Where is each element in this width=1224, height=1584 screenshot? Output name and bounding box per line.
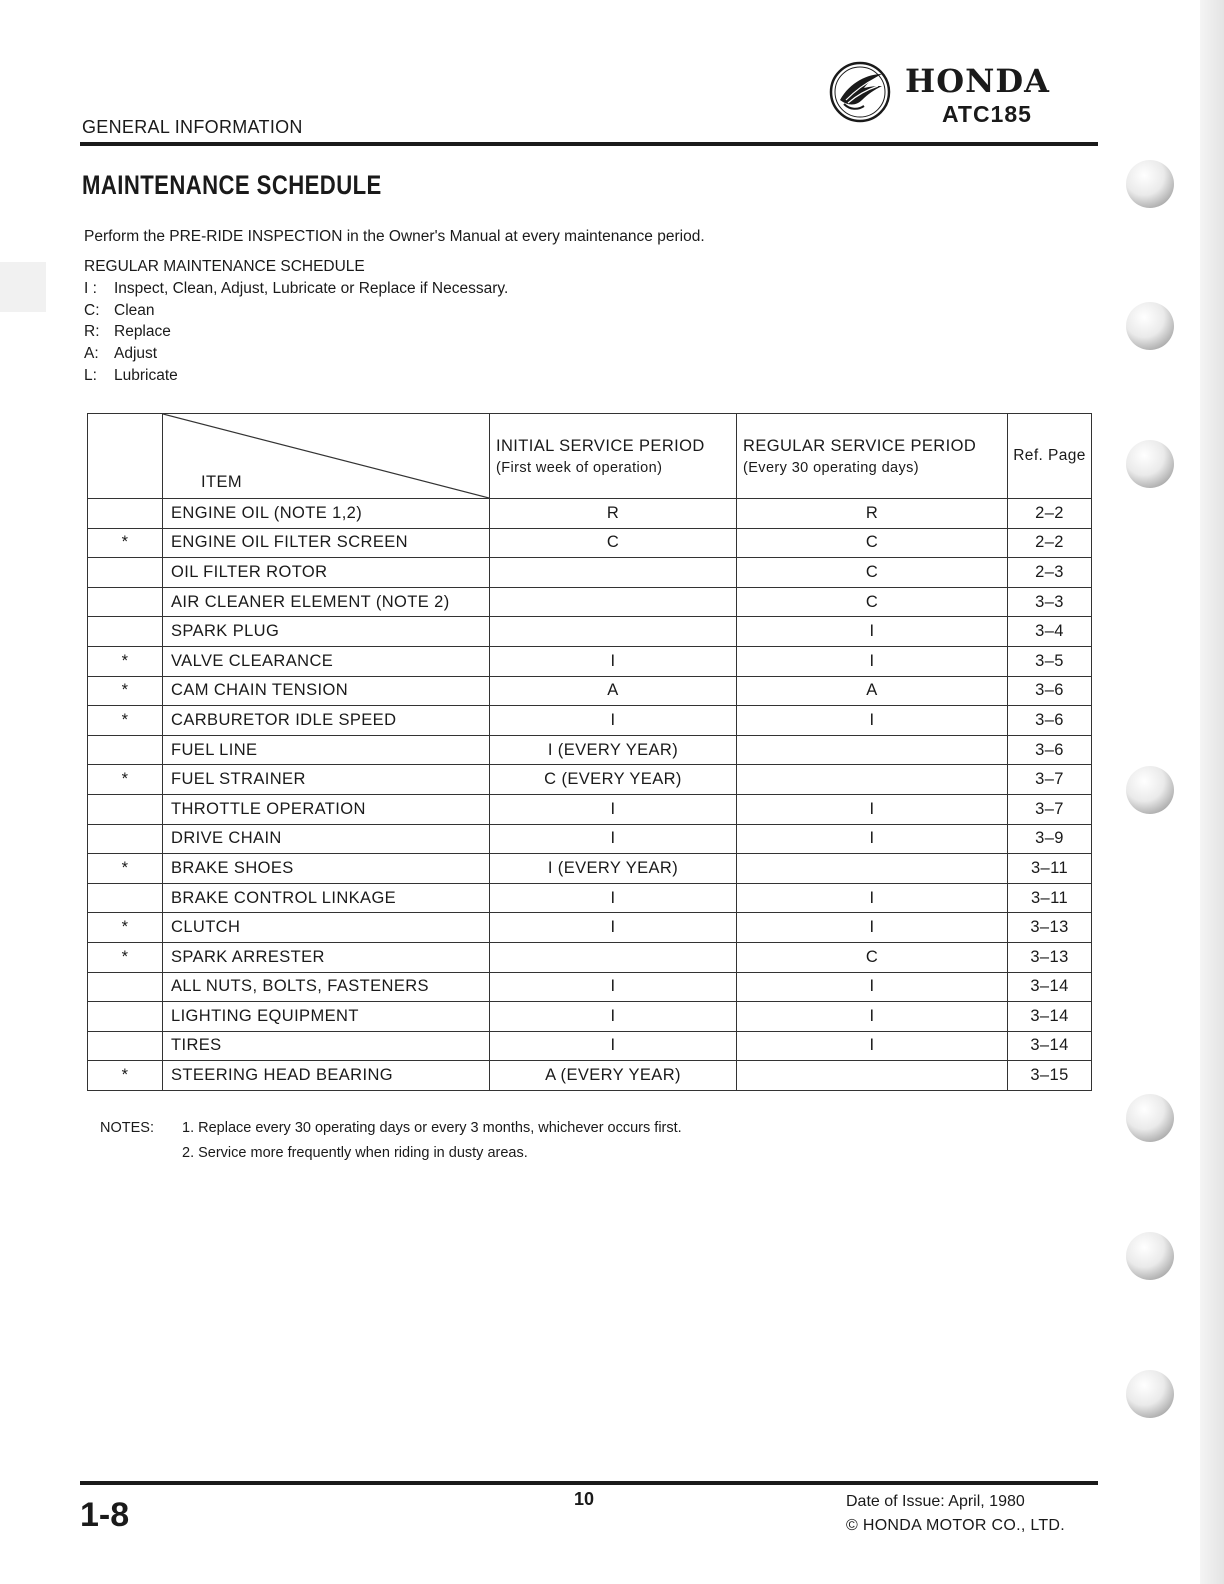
table-row: [88, 854, 1092, 884]
row-mark-cell: *: [88, 913, 163, 943]
legend-item: R: Replace: [84, 323, 171, 341]
row-initial-cell: R: [490, 499, 737, 529]
maintenance-table: [87, 413, 1092, 1091]
row-mark-cell: [88, 1031, 163, 1061]
row-regular-cell: A: [737, 676, 1008, 706]
row-initial-cell: I: [490, 913, 737, 943]
row-initial-cell: I: [490, 824, 737, 854]
row-regular-cell: I: [737, 1002, 1008, 1032]
row-mark-cell: [88, 972, 163, 1002]
row-regular-cell: C: [737, 528, 1008, 558]
page-edge: [1200, 0, 1224, 1584]
row-initial-cell: I: [490, 706, 737, 736]
row-initial-cell: A: [490, 676, 737, 706]
row-mark-cell: [88, 617, 163, 647]
legend-item: A: Adjust: [84, 345, 158, 363]
binder-hole: [1126, 302, 1174, 350]
page-title: MAINTENANCE SCHEDULE: [82, 170, 382, 200]
row-item-cell: BRAKE SHOES: [163, 854, 490, 884]
header-ref: Ref. Page: [1008, 414, 1092, 499]
row-mark-cell: [88, 558, 163, 588]
table-row: [88, 617, 1092, 647]
row-item-cell: STEERING HEAD BEARING: [163, 1061, 490, 1091]
model-name: ATC185: [942, 101, 1032, 127]
binder-hole: [1126, 1232, 1174, 1280]
row-ref-cell: 2–2: [1008, 499, 1092, 529]
row-mark-cell: *: [88, 646, 163, 676]
table-body: [88, 499, 1092, 1091]
row-mark-cell: [88, 824, 163, 854]
row-ref-cell: 3–4: [1008, 617, 1092, 647]
honda-wing-logo-icon: [828, 60, 892, 124]
row-regular-cell: I: [737, 646, 1008, 676]
brand-name: HONDA: [905, 62, 1050, 100]
row-ref-cell: 3–13: [1008, 942, 1092, 972]
table-row: [88, 972, 1092, 1002]
issue-date: Date of Issue: April, 1980: [846, 1493, 1025, 1510]
row-ref-cell: 3–6: [1008, 676, 1092, 706]
row-mark-cell: [88, 587, 163, 617]
row-mark-cell: *: [88, 676, 163, 706]
row-ref-cell: 3–14: [1008, 1031, 1092, 1061]
note-item: 1. Replace every 30 operating days or every 3 months, whichever occurs first.: [182, 1120, 682, 1136]
row-initial-cell: C (EVERY YEAR): [490, 765, 737, 795]
scan-shadow: [0, 262, 46, 312]
row-initial-cell: [490, 617, 737, 647]
row-regular-cell: C: [737, 587, 1008, 617]
row-regular-cell: I: [737, 617, 1008, 647]
legend-item: I : Inspect, Clean, Adjust, Lubricate or Replace if Necessary.: [84, 279, 509, 297]
row-ref-cell: 3–7: [1008, 794, 1092, 824]
table-row: [88, 942, 1092, 972]
row-item-cell: SPARK PLUG: [163, 617, 490, 647]
row-initial-cell: [490, 587, 737, 617]
row-item-cell: OIL FILTER ROTOR: [163, 558, 490, 588]
table-row: [88, 528, 1092, 558]
row-ref-cell: 3–14: [1008, 1002, 1092, 1032]
row-regular-cell: I: [737, 972, 1008, 1002]
row-ref-cell: 3–11: [1008, 883, 1092, 913]
row-initial-cell: I: [490, 1002, 737, 1032]
row-item-cell: CARBURETOR IDLE SPEED: [163, 706, 490, 736]
row-ref-cell: 2–3: [1008, 558, 1092, 588]
row-regular-cell: [737, 735, 1008, 765]
row-initial-cell: [490, 942, 737, 972]
row-mark-cell: *: [88, 1061, 163, 1091]
row-item-cell: AIR CLEANER ELEMENT (NOTE 2): [163, 587, 490, 617]
header-regular: REGULAR SERVICE PERIOD (Every 30 operating days): [737, 414, 1008, 499]
row-ref-cell: 3–9: [1008, 824, 1092, 854]
row-regular-cell: I: [737, 794, 1008, 824]
copyright: © HONDA MOTOR CO., LTD.: [846, 1517, 1066, 1534]
row-mark-cell: [88, 499, 163, 529]
binder-hole: [1126, 766, 1174, 814]
row-regular-cell: I: [737, 1031, 1008, 1061]
table-row: [88, 794, 1092, 824]
row-initial-cell: [490, 558, 737, 588]
row-initial-cell: I: [490, 883, 737, 913]
row-regular-cell: R: [737, 499, 1008, 529]
page-number: 10: [574, 1489, 595, 1509]
row-item-cell: ALL NUTS, BOLTS, FASTENERS: [163, 972, 490, 1002]
row-regular-cell: C: [737, 558, 1008, 588]
table-row: [88, 499, 1092, 529]
row-regular-cell: C: [737, 942, 1008, 972]
row-ref-cell: 3–3: [1008, 587, 1092, 617]
table-row: [88, 1002, 1092, 1032]
row-item-cell: DRIVE CHAIN: [163, 824, 490, 854]
legend: [84, 256, 508, 387]
row-item-cell: VALVE CLEARANCE: [163, 646, 490, 676]
row-ref-cell: 3–6: [1008, 706, 1092, 736]
row-ref-cell: 3–5: [1008, 646, 1092, 676]
header-mark-cell: [88, 414, 163, 499]
row-initial-cell: I: [490, 646, 737, 676]
binder-hole: [1126, 440, 1174, 488]
row-mark-cell: *: [88, 528, 163, 558]
binder-hole: [1126, 1094, 1174, 1142]
table-row: [88, 824, 1092, 854]
row-ref-cell: 3–13: [1008, 913, 1092, 943]
header-divider: [80, 142, 1098, 146]
row-mark-cell: [88, 794, 163, 824]
row-item-cell: ENGINE OIL (NOTE 1,2): [163, 499, 490, 529]
header-initial: INITIAL SERVICE PERIOD (First week of operation): [490, 414, 737, 499]
table-row: [88, 587, 1092, 617]
row-item-cell: FUEL STRAINER: [163, 765, 490, 795]
row-regular-cell: [737, 1061, 1008, 1091]
row-item-cell: ENGINE OIL FILTER SCREEN: [163, 528, 490, 558]
row-regular-cell: [737, 765, 1008, 795]
row-mark-cell: *: [88, 765, 163, 795]
table-row: [88, 1031, 1092, 1061]
table-row: [88, 558, 1092, 588]
row-ref-cell: 3–11: [1008, 854, 1092, 884]
row-regular-cell: I: [737, 913, 1008, 943]
legend-item: C: Clean: [84, 301, 155, 319]
table-row: [88, 735, 1092, 765]
row-mark-cell: [88, 883, 163, 913]
row-initial-cell: I (EVERY YEAR): [490, 735, 737, 765]
table-row: [88, 883, 1092, 913]
row-regular-cell: I: [737, 706, 1008, 736]
row-initial-cell: C: [490, 528, 737, 558]
row-mark-cell: *: [88, 942, 163, 972]
table-row: [88, 646, 1092, 676]
table-row: [88, 1061, 1092, 1091]
table-row: [88, 913, 1092, 943]
note-item: 2. Service more frequently when riding in dusty areas.: [182, 1145, 528, 1161]
binder-hole: [1126, 160, 1174, 208]
row-ref-cell: 3–6: [1008, 735, 1092, 765]
section-page-id: 1-8: [80, 1496, 130, 1534]
row-item-cell: SPARK ARRESTER: [163, 942, 490, 972]
row-ref-cell: 2–2: [1008, 528, 1092, 558]
row-mark-cell: [88, 735, 163, 765]
row-ref-cell: 3–15: [1008, 1061, 1092, 1091]
row-ref-cell: 3–7: [1008, 765, 1092, 795]
section-header: GENERAL INFORMATION: [82, 117, 303, 137]
table-row: [88, 676, 1092, 706]
legend-heading: REGULAR MAINTENANCE SCHEDULE: [84, 258, 365, 275]
notes-label: NOTES:: [100, 1120, 154, 1136]
row-item-cell: LIGHTING EQUIPMENT: [163, 1002, 490, 1032]
row-mark-cell: [88, 1002, 163, 1032]
row-item-cell: BRAKE CONTROL LINKAGE: [163, 883, 490, 913]
header-item-cell: [163, 414, 490, 499]
intro-text: Perform the PRE-RIDE INSPECTION in the Owner's Manual at every maintenance period.: [84, 228, 705, 245]
row-ref-cell: 3–14: [1008, 972, 1092, 1002]
row-item-cell: CLUTCH: [163, 913, 490, 943]
row-initial-cell: A (EVERY YEAR): [490, 1061, 737, 1091]
row-mark-cell: *: [88, 854, 163, 884]
row-regular-cell: I: [737, 824, 1008, 854]
row-item-cell: TIRES: [163, 1031, 490, 1061]
binder-hole: [1126, 1370, 1174, 1418]
table-row: [88, 706, 1092, 736]
row-regular-cell: [737, 854, 1008, 884]
row-initial-cell: I: [490, 972, 737, 1002]
row-initial-cell: I: [490, 794, 737, 824]
row-initial-cell: I (EVERY YEAR): [490, 854, 737, 884]
header-item: ITEM: [201, 473, 243, 491]
legend-item: L: Lubricate: [84, 366, 178, 384]
row-mark-cell: *: [88, 706, 163, 736]
footer-divider: [80, 1481, 1098, 1485]
row-item-cell: THROTTLE OPERATION: [163, 794, 490, 824]
row-item-cell: FUEL LINE: [163, 735, 490, 765]
table-header-row: [88, 414, 1092, 499]
row-item-cell: CAM CHAIN TENSION: [163, 676, 490, 706]
row-regular-cell: I: [737, 883, 1008, 913]
table-row: [88, 765, 1092, 795]
row-initial-cell: I: [490, 1031, 737, 1061]
